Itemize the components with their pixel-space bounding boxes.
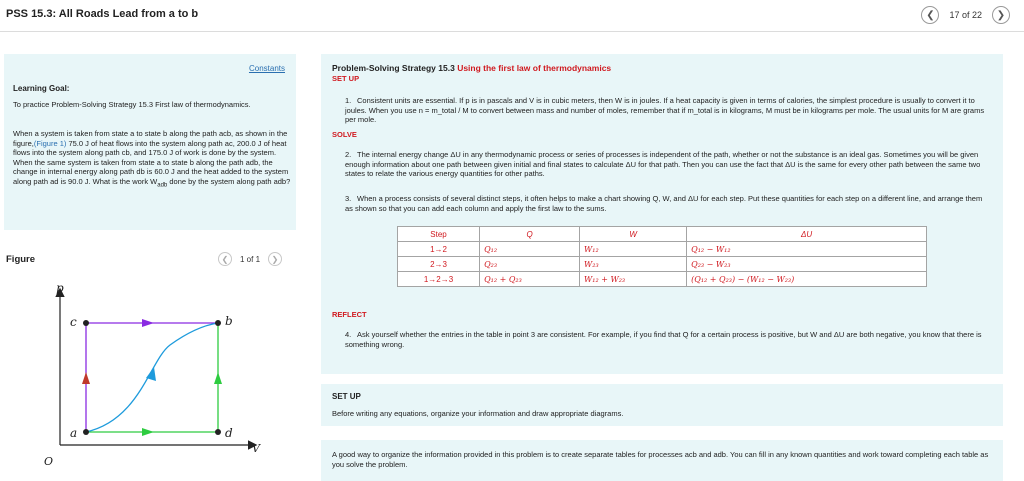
top-bar <box>0 0 1024 32</box>
table-row <box>398 242 927 257</box>
figure-page-indicator: 1 of 1 <box>240 254 261 264</box>
path-ad-arrow <box>142 428 154 436</box>
learning-goal-panel <box>4 54 296 230</box>
point-a-label: a <box>70 426 78 440</box>
next-item-button[interactable] <box>992 6 1010 24</box>
table-cell: Q₁₂ − W₁₂ <box>687 242 927 257</box>
point-d <box>215 429 221 435</box>
setup-heading: SET UP <box>332 74 360 83</box>
step-2-number: 2. <box>345 150 352 159</box>
table-header-du: ΔU <box>687 227 927 242</box>
hint-box <box>321 440 1003 481</box>
table-header-q: Q <box>480 227 580 242</box>
table-row <box>398 257 927 272</box>
setup-box-title: SET UP <box>332 392 361 401</box>
step-4-text: Ask yourself whether the entries in the table in point 3 are consistent. For example, if you find that Q for a certain process is positive, but W and ΔU are both negative, you know that there is something wrong. <box>345 330 982 349</box>
step-3 <box>345 194 990 213</box>
problem-text-part1: When a system is taken from state a to state b along the path acb, as shown in the figure, <box>13 129 288 148</box>
table-cell: Q₁₂ <box>480 242 580 257</box>
table-cell: 1→2→3 <box>398 272 480 287</box>
strategy-panel <box>321 54 1003 374</box>
setup-box <box>321 384 1003 426</box>
table-header-w: W <box>580 227 687 242</box>
step-1-text: Consistent units are essential. If p is in pascals and V is in cubic meters, then W is in joules. If a heat capacity is given in terms of calories, the simplest procedure is usually to convert it to joules. When you use n = m_total / M to convert between mass and number of moles, remember that if m_total is in kilograms, M must be in kilograms per mole. The usual units for M are grams per mole. <box>345 96 985 124</box>
strategy-title <box>332 63 611 73</box>
table-header-row <box>398 227 927 242</box>
figure-pager <box>218 252 282 266</box>
point-c <box>83 320 89 326</box>
table-cell: W₁₂ <box>580 242 687 257</box>
path-ac-arrow <box>82 372 90 384</box>
path-db-arrow <box>214 372 222 384</box>
chevron-right-icon: ❯ <box>996 9 1006 21</box>
origin-label: O <box>44 455 54 468</box>
setup-box-text: Before writing any equations, organize your information and draw appropriate diagrams. <box>332 409 624 418</box>
table-cell: W₁₂ + W₂₃ <box>580 272 687 287</box>
chevron-right-icon: ❯ <box>271 254 279 264</box>
table-cell: (Q₁₂ + Q₂₃) − (W₁₂ − W₂₃) <box>687 272 927 287</box>
strategy-title-accent: Using the first law of thermodynamics <box>457 63 612 73</box>
pv-diagram <box>30 270 280 475</box>
strategy-table <box>397 226 927 287</box>
point-c-label: c <box>70 315 77 329</box>
constants-link[interactable]: Constants <box>248 64 285 73</box>
table-row <box>398 272 927 287</box>
table-cell: Q₂₃ <box>480 257 580 272</box>
point-b-label: b <box>225 314 233 328</box>
figure-link[interactable]: (Figure 1) <box>33 138 67 148</box>
step-2-text: The internal energy change ΔU in any thermodynamic process or series of processes is independent of the path, whether or not the substance is an ideal gas. Sometimes you will be given enough information about one path between given initial and final states to calculate ΔU for that path. Then you can use the fact that ΔU is the same for every other path between the same two states to relate the various energy quantities for other paths. <box>345 150 981 178</box>
table-cell: 1→2 <box>398 242 480 257</box>
chevron-left-icon: ❮ <box>926 9 935 21</box>
figure-label: Figure <box>6 254 36 265</box>
learning-goal-text: To practice Problem-Solving Strategy 15.3 First law of thermodynamics. <box>13 100 251 109</box>
step-1 <box>345 96 990 125</box>
chevron-left-icon: ❮ <box>221 254 229 264</box>
path-cb-arrow <box>142 319 154 327</box>
point-a <box>83 429 89 435</box>
step-4 <box>345 330 990 349</box>
problem-statement <box>13 129 291 191</box>
table-cell: Q₂₃ − W₂₃ <box>687 257 927 272</box>
step-3-number: 3. <box>345 194 352 203</box>
problem-text-part3: done by the system along path adb? <box>167 176 291 186</box>
strategy-title-prefix: Problem-Solving Strategy 15.3 <box>332 63 458 73</box>
page-indicator: 17 of 22 <box>949 10 982 20</box>
page-title: PSS 15.3: All Roads Lead from a to b <box>6 8 199 20</box>
step-1-number: 1. <box>345 96 352 105</box>
table-cell: Q₁₂ + Q₂₃ <box>480 272 580 287</box>
table-cell: 2→3 <box>398 257 480 272</box>
hint-box-text: A good way to organize the information provided in this problem is to create separate tables for processes acb and adb. You can fill in any known quantities and work toward completing each table as you solve the problem. <box>332 450 989 469</box>
work-subscript: adb <box>157 182 168 189</box>
axis-p-label: p <box>56 281 64 295</box>
problem-text-part2: 75.0 J of heat flows into the system along path ac, 200.0 J of heat flows into the system along path cb, and 175.0 J of work is done by the system. When the same system is taken from state a to state b along the path adb, the change in internal energy along path db is 60.0 J and the heat added to the system along path ad is 90.0 J. What is the work W <box>13 138 289 186</box>
figure-next-button[interactable] <box>268 252 282 266</box>
prev-item-button[interactable] <box>921 6 939 24</box>
solve-heading: SOLVE <box>332 130 357 139</box>
figure-prev-button[interactable] <box>218 252 232 266</box>
learning-goal-title: Learning Goal: <box>13 84 70 93</box>
step-4-number: 4. <box>345 330 352 339</box>
step-2 <box>345 150 990 179</box>
step-3-text: When a process consists of several distinct steps, it often helps to make a chart showing Q, W, and ΔU for each step. Put these quantities for each step on a different line, and arrange them as shown so that you can add each column and apply the first law to the sums. <box>345 194 983 213</box>
reflect-heading: REFLECT <box>332 310 367 319</box>
point-b <box>215 320 221 326</box>
table-cell: W₂₃ <box>580 257 687 272</box>
table-header-step: Step <box>398 227 480 242</box>
item-pager <box>921 6 1010 24</box>
axis-v-label: V <box>252 442 260 455</box>
point-d-label: d <box>225 426 233 440</box>
